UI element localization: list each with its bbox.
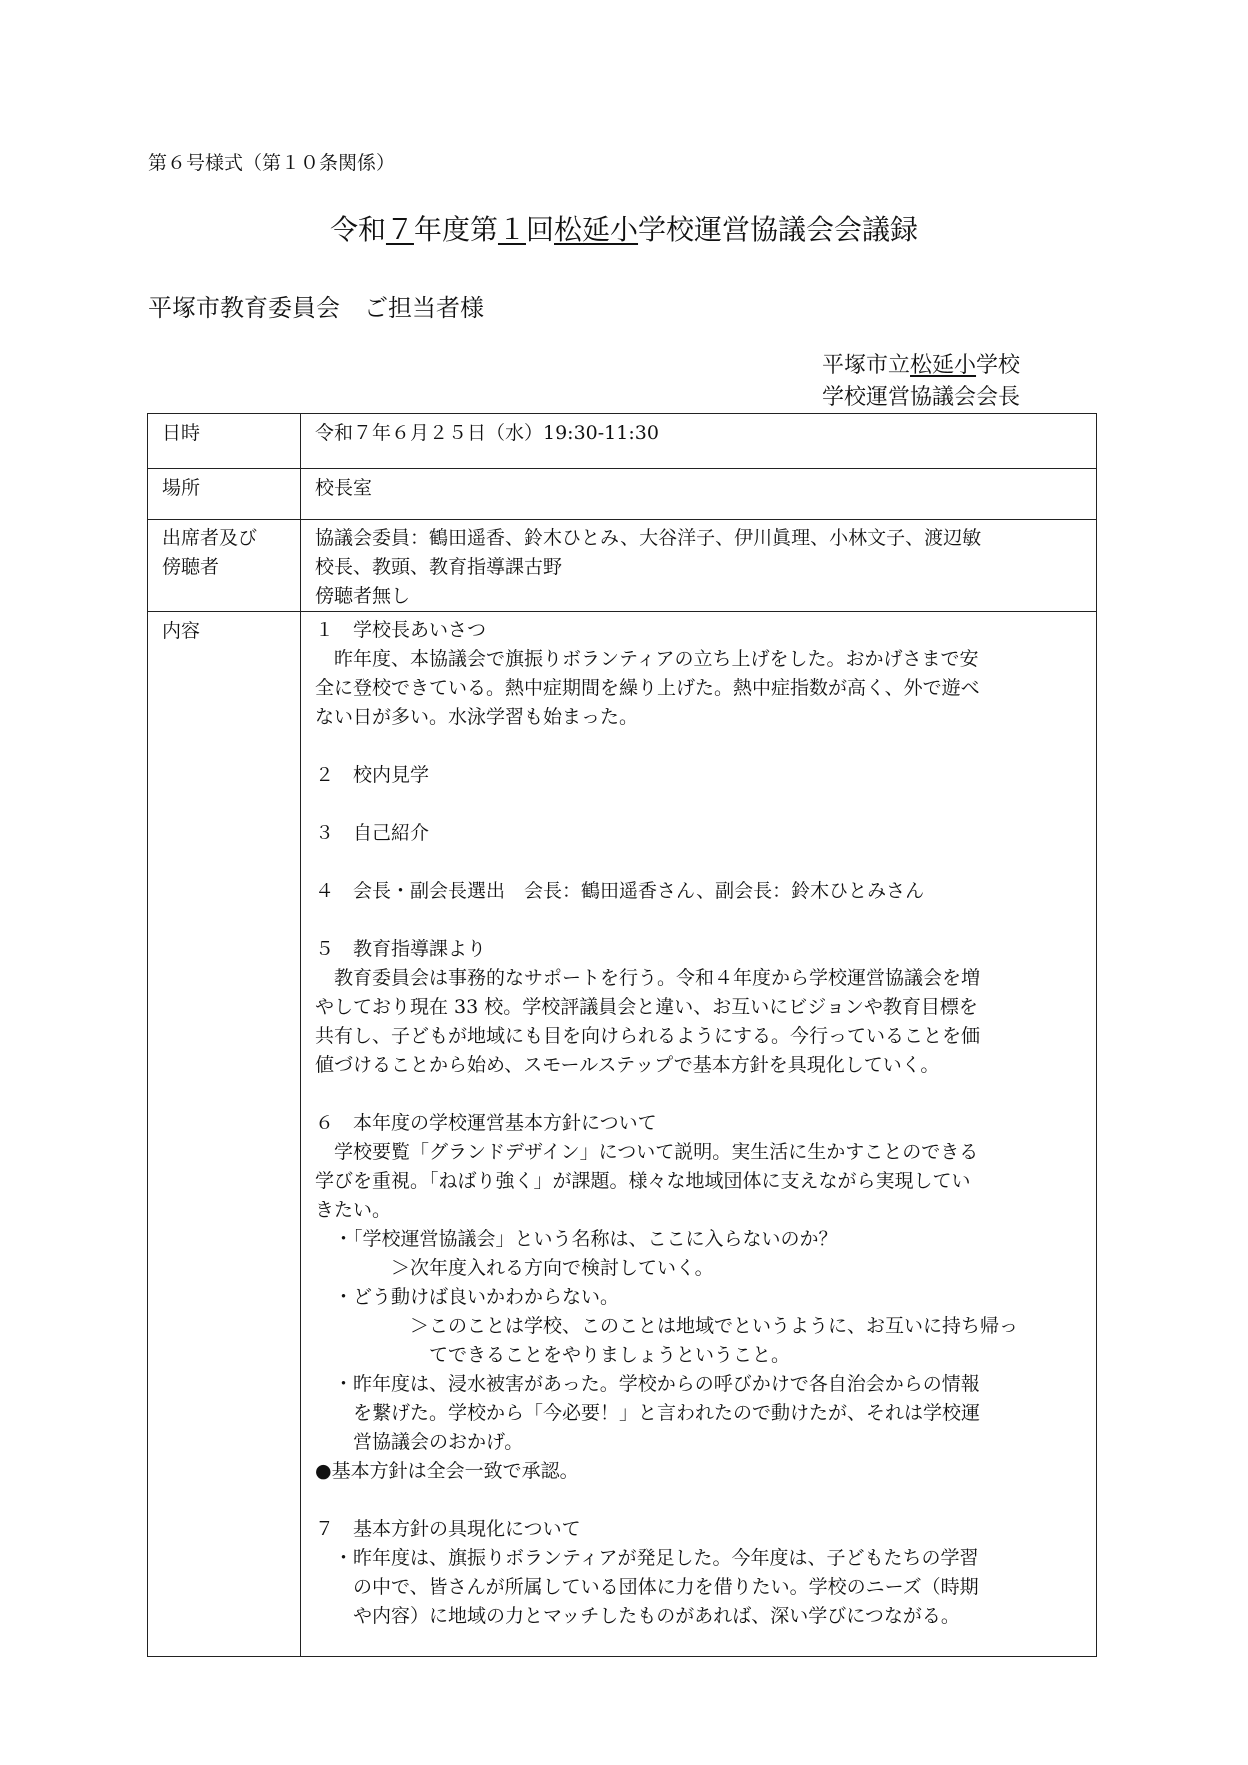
- minutes-table: [147, 413, 1097, 1657]
- sender-line-2: 学校運営協議会会長: [822, 385, 1021, 410]
- content-bullet: ・昨年度は、浸水被害があった。学校からの呼びかけで各自治会からの情報: [334, 1373, 980, 1395]
- content-line: や内容）に地域の力とマッチしたものがあれば、深い学びにつながる。: [353, 1605, 960, 1627]
- spacer: [315, 848, 1086, 877]
- attendees-line: 協議会委員：鶴田遥香、鈴木ひとみ、大谷洋子、伊川眞理、小林文子、渡辺敏: [315, 527, 982, 549]
- content-reply: ＞次年度入れる方向で検討していく。: [391, 1257, 714, 1279]
- content-line: きたい。: [315, 1199, 392, 1221]
- content-body: [301, 612, 1097, 1657]
- content-reply: ＞このことは学校、このことは地域でというように、お互いに持ち帰っ: [410, 1315, 1019, 1337]
- title-year: ７: [385, 213, 414, 246]
- content-line: 学校要覧「グランドデザイン」について説明。実生活に生かすことのできる: [315, 1141, 979, 1163]
- content-bullet: ・「学校運営協議会」という名称は、ここに入らないのか？: [334, 1228, 838, 1250]
- sender-school: 松延小: [910, 353, 977, 378]
- content-label: 内容: [148, 612, 301, 1657]
- title-round: １: [497, 213, 526, 246]
- form-number: 第６号様式（第１０条関係）: [148, 152, 396, 174]
- title-school: 松延小: [554, 213, 639, 246]
- title-part: 令和: [329, 213, 386, 246]
- place-label: 場所: [148, 469, 301, 520]
- content-approval: ●基本方針は全会一致で承認。: [315, 1460, 579, 1482]
- spacer: [315, 790, 1086, 819]
- content-line: 共有し、子どもが地域にも目を向けられるようにする。今行っていることを価: [315, 1025, 981, 1047]
- attendees-label-line: 出席者及び: [162, 527, 258, 549]
- content-line: の中で、皆さんが所属している団体に力を借りたい。学校のニーズ（時期: [353, 1576, 979, 1598]
- attendees-label-line: 傍聴者: [162, 556, 220, 578]
- title-part: 年度第: [413, 213, 498, 246]
- attendees-line: 傍聴者無し: [315, 585, 411, 607]
- content-reply: てできることをやりましょうということ。: [429, 1344, 791, 1366]
- content-line: ない日が多い。水泳学習も始まった。: [315, 706, 639, 728]
- sender-prefix: 平塚市立: [822, 353, 911, 378]
- content-line: 昨年度、本協議会で旗振りボランティアの立ち上げをした。おかげさまで安: [315, 648, 979, 670]
- title-part: 回: [526, 213, 555, 246]
- place-value: 校長室: [301, 469, 1097, 520]
- spacer: [315, 1486, 1086, 1515]
- sender-suffix: 学校: [976, 353, 1021, 378]
- attendees-line: 校長、教頭、教育指導課古野: [315, 556, 563, 578]
- content-bullet: ・昨年度は、旗振りボランティアが発足した。今年度は、子どもたちの学習: [334, 1547, 979, 1569]
- content-heading: ６ 本年度の学校運営基本方針について: [315, 1112, 657, 1134]
- content-heading: ７ 基本方針の具現化について: [315, 1518, 581, 1540]
- attendees-value: [301, 520, 1097, 612]
- content-heading: １ 学校長あいさつ: [315, 619, 487, 641]
- content-heading: ２ 校内見学: [315, 764, 430, 786]
- content-line: 教育委員会は事務的なサポートを行う。令和４年度から学校運営協議会を増: [315, 967, 981, 989]
- document-title: [0, 208, 1248, 248]
- datetime-value: 令和７年６月２５日（水）19:30-11:30: [301, 414, 1097, 469]
- content-line: やしており現在 33 校。学校評議員会と違い、お互いにビジョンや教育目標を: [315, 996, 978, 1018]
- content-line: 全に登校できている。熱中症期間を繰り上げた。熱中症指数が高く、外で遊べ: [315, 677, 980, 699]
- content-heading: ５ 教育指導課より: [315, 938, 487, 960]
- row-datetime: [148, 414, 1097, 469]
- row-content: [148, 612, 1097, 1657]
- attendees-label: [148, 520, 301, 612]
- spacer: [315, 1080, 1086, 1109]
- content-line: 学びを重視。「ねばり強く」が課題。様々な地域団体に支えながら実現してい: [315, 1170, 971, 1192]
- content-line: 営協議会のおかげ。: [353, 1431, 524, 1453]
- content-heading: ４ 会長・副会長選出 会長：鶴田遥香さん、副会長：鈴木ひとみさん: [315, 880, 925, 902]
- spacer: [315, 906, 1086, 935]
- title-part: 学校運営協議会会議録: [638, 213, 919, 246]
- content-line: 値づけることから始め、スモールステップで基本方針を具現化していく。: [315, 1054, 940, 1076]
- addressee: 平塚市教育委員会 ご担当者様: [148, 294, 484, 322]
- content-line: を繋げた。学校から「今必要！」と言われたので動けたが、それは学校運: [353, 1402, 981, 1424]
- sender-line-1: [822, 350, 1020, 382]
- spacer: [315, 732, 1086, 761]
- content-heading: ３ 自己紹介: [315, 822, 430, 844]
- content-bullet: ・どう動けば良いかわからない。: [334, 1286, 620, 1308]
- row-attendees: [148, 520, 1097, 612]
- sender-block: [822, 350, 1020, 414]
- row-place: [148, 469, 1097, 520]
- datetime-label: 日時: [148, 414, 301, 469]
